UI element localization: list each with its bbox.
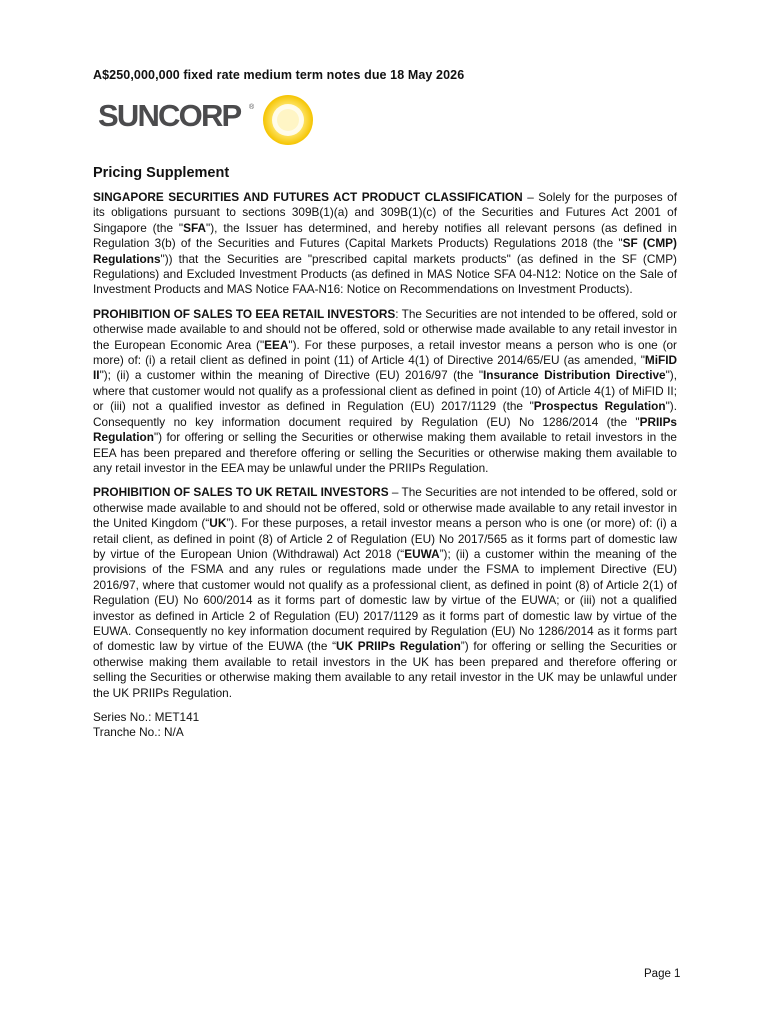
defined-term: PRIIPs Regulation bbox=[93, 414, 677, 445]
defined-term: UK PRIIPs Regulation bbox=[336, 639, 461, 654]
paragraph-text: – The Securities are not intended to be offered, sold or otherwise made available to and should not be offered, sold or otherwise made available to any retail investor in the United Kingdom (“ bbox=[93, 485, 677, 531]
defined-term: EEA bbox=[264, 337, 289, 352]
defined-term: EUWA bbox=[404, 546, 440, 561]
uk-paragraph bbox=[93, 485, 677, 701]
paragraph-text: "); (ii) a customer within the meaning of Directive (EU) 2016/97 (the " bbox=[99, 368, 484, 383]
tranche-number: Tranche No.: N/A bbox=[93, 725, 184, 740]
paragraph-text: ")) that the Securities are "prescribed capital markets products" (as defined in the SF (CMP) Regulations) and Excluded Investment Products (as defined in MAS Notice SFA 04-N12: Notice on the Sale of Investment Products and MAS Notice FAA-N16: Notice on Recommendations on Investment Products). bbox=[93, 251, 677, 297]
paragraph-text: "). Consequently no key information document required by Regulation (EU) No 1286/2014 (the " bbox=[93, 399, 677, 429]
notes-title: A$250,000,000 fixed rate medium term notes due 18 May 2026 bbox=[93, 68, 465, 82]
page-number: Page 1 bbox=[644, 968, 681, 980]
paragraph-text: ”); (ii) a customer within the meaning of the provisions of the FSMA and any rules or regulations made under the FSMA to implement Directive (EU) 2016/97, where that customer would not qualify as a professional client, as defined in point (8) of Article 2(1) of Regulation (EU) No 600/2014 as it forms part of domestic law by virtue of the EUWA; or (iii) not a qualified investor as defined in Article 2 of Regulation (EU) 2017/1129 as it forms part of domestic law by virtue of the EUWA. Consequently no key information document required by Regulation (EU) No 1286/2014 as it forms part of domestic law by virtue of the EUWA (the “ bbox=[93, 546, 677, 654]
paragraph-text: ”). For these purposes, a retail investor means a person who is one (or more) of: (i) a retail client, as defined in point (8) of Article 2 of Regulation (EU) No 2017/565 as it forms part of domestic law by virtue of the European Union (Withdrawal) Act 2018 (“ bbox=[93, 516, 677, 561]
defined-term: Prospectus Regulation bbox=[533, 399, 666, 414]
paragraph-text: "). For these purposes, a retail investor means a person who is one (or more) of: (i) a retail client as defined in point (11) of Article 4(1) of Directive 2014/65/EU (as amended, " bbox=[93, 337, 677, 368]
defined-term: Insurance Distribution Directive bbox=[483, 368, 666, 383]
defined-term: SF (CMP) Regulations bbox=[93, 236, 677, 266]
paragraph-text: "), where that customer would not qualify as a professional client as defined in point (10) of Article 4(1) of MiFID II; or (iii) not a qualified investor as defined in Regulation (EU) 2017/1129 (the " bbox=[93, 368, 677, 414]
sfa-title: SINGAPORE SECURITIES AND FUTURES ACT PRODUCT CLASSIFICATION bbox=[93, 190, 523, 204]
paragraph-text: "), the Issuer has determined, and hereby notifies all relevant persons (as defined in Regulation 3(b) of the Securities and Futures (Capital Markets Products) Regulations 2018 (the " bbox=[93, 220, 677, 251]
logo-wordmark: SUNCORP bbox=[98, 98, 241, 133]
document-body bbox=[93, 190, 677, 741]
defined-term: UK bbox=[209, 516, 227, 531]
suncorp-logo bbox=[98, 94, 328, 146]
sfa-paragraph bbox=[93, 190, 677, 298]
paragraph-text: ") for offering or selling the Securities or otherwise making them available to retail investors in the EEA has been prepared and therefore offering or selling the Securities or otherwise making them available to any retail investor in the EEA may be unlawful under the PRIIPs Regulation. bbox=[93, 430, 677, 475]
registered-mark: ® bbox=[249, 104, 255, 111]
eea-paragraph bbox=[93, 307, 677, 476]
sun-logo-icon bbox=[256, 94, 320, 146]
series-number: Series No.: MET141 bbox=[93, 710, 200, 724]
series-info bbox=[93, 710, 677, 741]
page-heading: Pricing Supplement bbox=[93, 165, 230, 181]
paragraph-text: – Solely for the purposes of its obligations pursuant to sections 309B(1)(a) and 309B(1)(c) of the Securities and Futures Act 2001 of Singapore (the " bbox=[93, 190, 677, 235]
defined-term: SFA bbox=[183, 220, 207, 235]
eea-title: PROHIBITION OF SALES TO EEA RETAIL INVESTORS bbox=[93, 306, 396, 321]
defined-term: MiFID II bbox=[93, 353, 677, 383]
paragraph-text: ”) for offering or selling the Securities or otherwise making them available to retail investors in the UK has been prepared and therefore offering or selling the Securities or otherwise making them available to any retail investor in the UK may be unlawful under the UK PRIIPs Regulation. bbox=[93, 639, 677, 700]
paragraph-text: : The Securities are not intended to be offered, sold or otherwise made available to and should not be offered, sold or otherwise made available to any retail investor in the European Economic Area (" bbox=[93, 306, 678, 352]
uk-title: PROHIBITION OF SALES TO UK RETAIL INVESTORS bbox=[93, 485, 389, 500]
